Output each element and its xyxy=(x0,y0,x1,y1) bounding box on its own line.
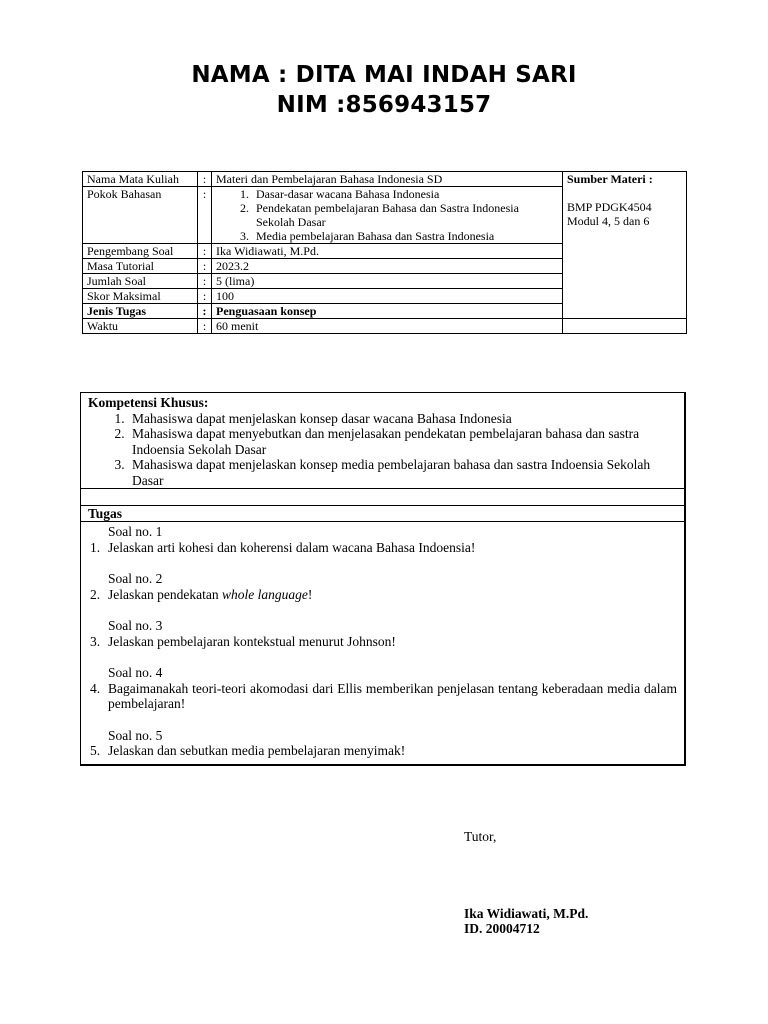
colon: : xyxy=(198,274,212,289)
question-label: Soal no. 2 xyxy=(108,571,163,586)
question-label: Soal no. 1 xyxy=(108,524,163,539)
question-label: Soal no. 3 xyxy=(108,618,163,633)
label-masa: Masa Tutorial xyxy=(83,259,198,274)
document-header xyxy=(0,60,768,120)
question-label: Soal no. 5 xyxy=(108,727,163,743)
question-text: Bagaimanakah teori-teori akomodasi dari Ellis memberikan penjelasan tentang keberadaan media dalam pembelajaran! xyxy=(108,680,677,711)
question-number: 1. xyxy=(90,539,101,555)
label-waktu: Waktu xyxy=(83,319,198,334)
colon: : xyxy=(198,319,212,334)
empty-cell xyxy=(563,319,687,334)
colon: : xyxy=(198,244,212,259)
signer-name: Ika Widiawati, M.Pd. xyxy=(464,906,589,921)
label-mata-kuliah: Nama Mata Kuliah xyxy=(83,172,198,187)
colon: : xyxy=(198,172,212,187)
kompetensi-title: Kompetensi Khusus: xyxy=(88,395,209,410)
table-row xyxy=(83,172,687,187)
question-text-italic: whole language xyxy=(221,586,308,602)
value-pokok-bahasan xyxy=(212,187,563,244)
question-5 xyxy=(90,728,677,759)
value-pengembang: Ika Widiawati, M.Pd. xyxy=(212,244,563,259)
signer-id: ID. 20004712 xyxy=(464,921,540,936)
tugas-section xyxy=(81,522,684,759)
list-item: 3. Media pembelajaran Bahasa dan Sastra Indonesia xyxy=(252,229,558,243)
list-item: 3. Mahasiswa dapat menjelaskan konsep media pembelajaran bahasa dan sastra Indoensia Sekolah Dasar xyxy=(128,457,677,488)
kompetensi-list xyxy=(88,411,677,489)
colon: : xyxy=(198,304,212,319)
value-masa: 2023.2 xyxy=(212,259,563,274)
question-3 xyxy=(90,618,677,649)
label-jenis: Jenis Tugas xyxy=(83,304,198,319)
competency-task-box xyxy=(80,392,686,766)
question-text-before: Jelaskan pendekatan xyxy=(108,586,222,602)
question-text: Jelaskan arti kohesi dan koherensi dalam wacana Bahasa Indoensia! xyxy=(108,539,476,555)
question-text: Jelaskan dan sebutkan media pembelajaran menyimak! xyxy=(108,743,406,758)
pokok-bahasan-list xyxy=(216,187,558,243)
question-number: 4. xyxy=(90,680,101,696)
table-row xyxy=(83,319,687,334)
sumber-materi-modul: Modul 4, 5 dan 6 xyxy=(567,214,650,228)
course-info-table xyxy=(82,171,687,334)
sumber-materi-cell xyxy=(563,172,687,319)
question-number: 5. xyxy=(90,743,101,758)
question-label: Soal no. 4 xyxy=(108,665,163,680)
list-item: 2. Pendekatan pembelajaran Bahasa dan Sastra Indonesia Sekolah Dasar xyxy=(252,201,558,229)
list-item: 2. Mahasiswa dapat menyebutkan dan menjelasakan pendekatan pembelajaran bahasa dan sastra Indoensia Sekolah Dasar xyxy=(128,426,677,457)
sumber-materi-title: Sumber Materi : xyxy=(567,172,653,186)
value-jumlah: 5 (lima) xyxy=(212,274,563,289)
divider-row xyxy=(81,488,684,506)
question-1 xyxy=(90,524,677,555)
colon: : xyxy=(198,259,212,274)
colon: : xyxy=(198,289,212,304)
value-waktu: 60 menit xyxy=(212,319,563,334)
tugas-title: Tugas xyxy=(81,506,684,522)
question-text: Jelaskan pembelajaran kontekstual menurut Johnson! xyxy=(108,633,396,649)
question-text xyxy=(108,587,677,603)
colon: : xyxy=(198,187,212,244)
label-jumlah: Jumlah Soal xyxy=(83,274,198,289)
value-jenis: Penguasaan konsep xyxy=(212,304,563,319)
list-item: 1. Dasar-dasar wacana Bahasa Indonesia xyxy=(252,187,558,201)
student-name: NAMA : DITA MAI INDAH SARI xyxy=(191,62,577,88)
sumber-materi-bmp: BMP PDGK4504 xyxy=(567,200,652,214)
question-4 xyxy=(90,665,677,712)
question-number: 3. xyxy=(90,633,101,649)
question-2 xyxy=(90,571,677,602)
value-skor: 100 xyxy=(212,289,563,304)
question-number: 2. xyxy=(90,586,101,602)
label-skor: Skor Maksimal xyxy=(83,289,198,304)
tutor-label: Tutor, xyxy=(464,829,497,844)
signature-block xyxy=(464,906,588,936)
value-mata-kuliah: Materi dan Pembelajaran Bahasa Indonesia SD xyxy=(212,172,563,187)
student-nim: NIM :856943157 xyxy=(276,92,492,118)
label-pokok-bahasan: Pokok Bahasan xyxy=(83,187,198,244)
list-item: 1. Mahasiswa dapat menjelaskan konsep dasar wacana Bahasa Indonesia xyxy=(128,411,677,427)
label-pengembang: Pengembang Soal xyxy=(83,244,198,259)
question-text-after: ! xyxy=(307,586,313,602)
kompetensi-section xyxy=(81,393,684,488)
